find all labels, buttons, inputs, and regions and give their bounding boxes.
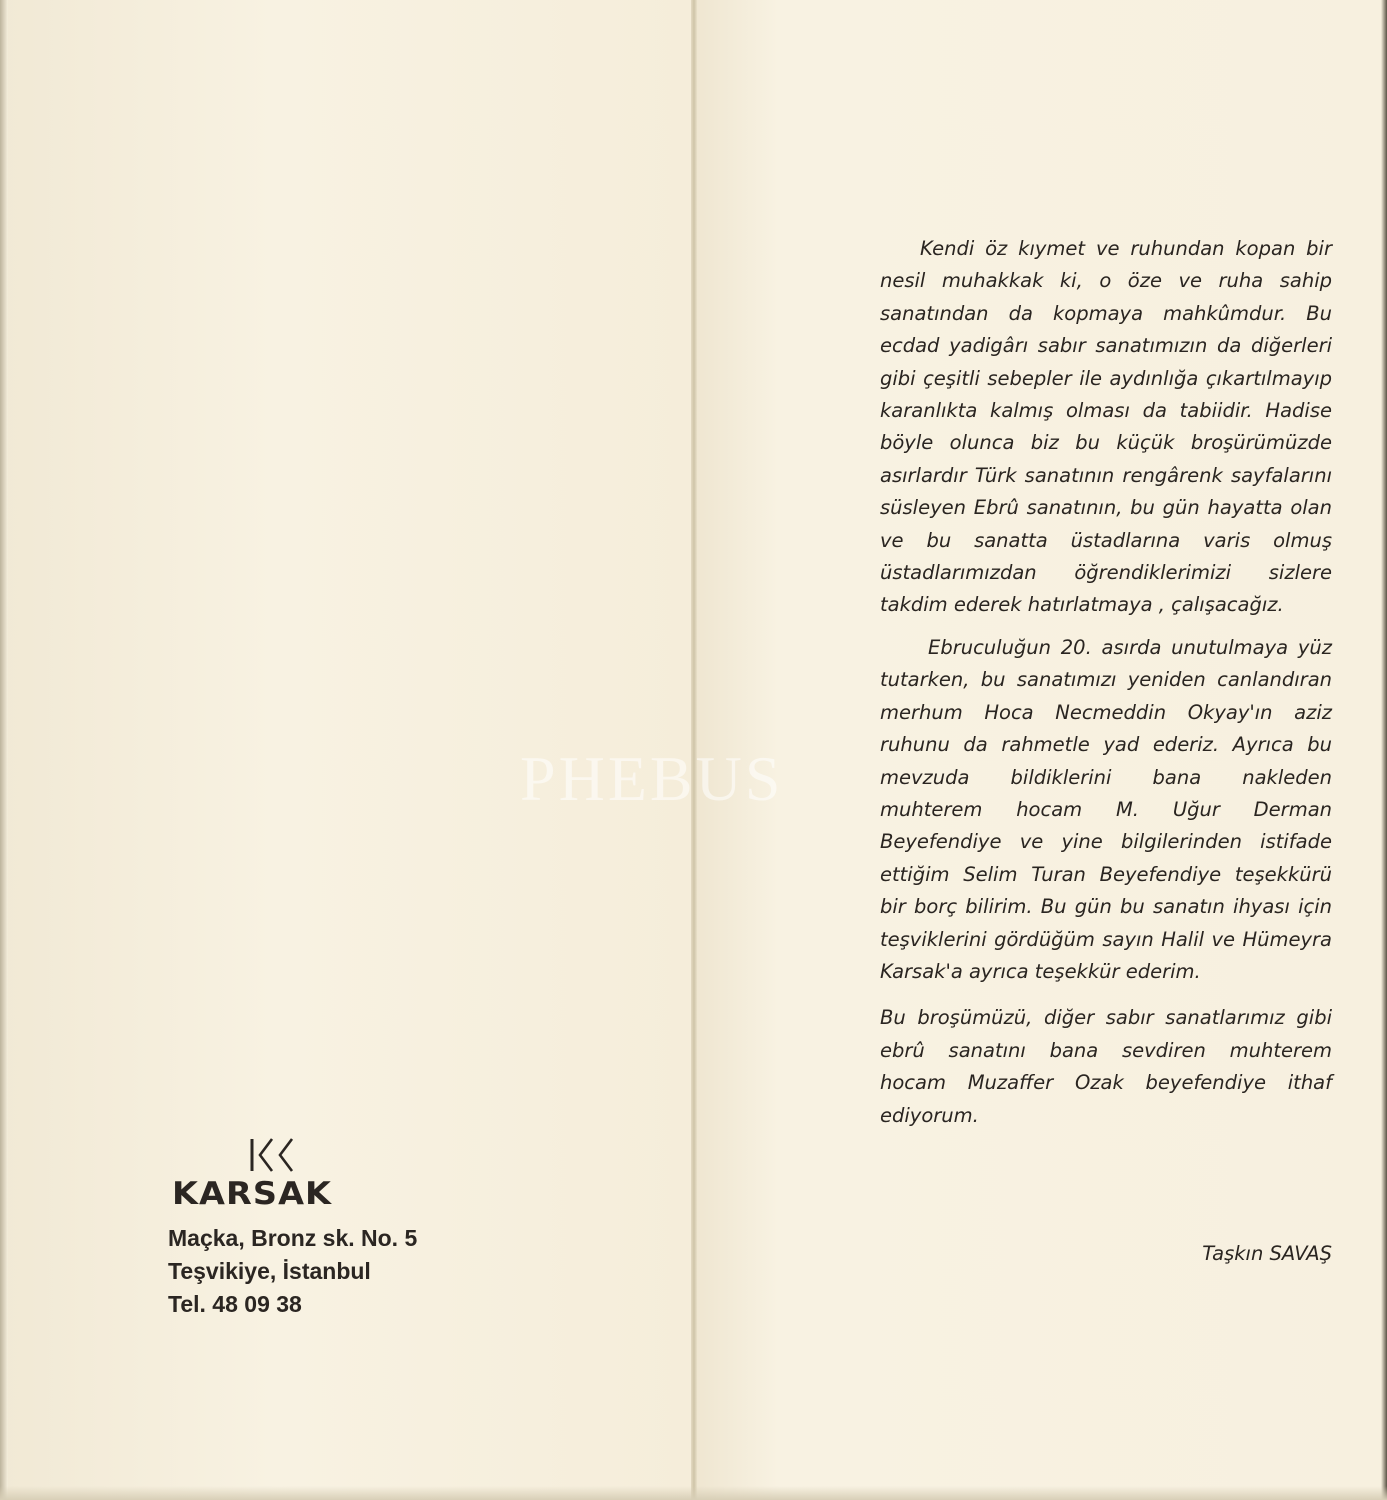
right-edge-shadow <box>1381 0 1387 1500</box>
paragraph-2: Ebruculuğun 20. asırda unutulmaya yüz tutarken, bu sanatımızı yeniden canlandıran merhum Hoca Necmeddin Okyay'ın aziz ruhunu da rahmetle yad ederiz. Ayrıca bu mevzuda bildiklerini bana nakleden muhterem hocam M. Uğur Derman Beyefendiye ve yine bilgilerinden istifade ettiğim Selim Turan Beyefendiye teşekkürü bir borç bilirim. Bu gün bu sanatın ihyası için teşviklerini gördüğüm sayın Halil ve Hümeyra Karsak'a ayrıca teşekkür ederim. <box>880 635 1332 983</box>
brand-name: KARSAK <box>172 1176 333 1212</box>
bottom-edge-shadow <box>0 1486 1387 1500</box>
address-line-district: Teşvikiye, İstanbul <box>168 1258 371 1284</box>
left-edge-shadow <box>0 0 8 1500</box>
watermark: PHEBUS <box>520 743 784 814</box>
address-block <box>168 1222 417 1321</box>
author-signature: Taşkın SAVAŞ <box>1202 1242 1332 1265</box>
address-line-street: Maçka, Bronz sk. No. 5 <box>168 1225 418 1251</box>
paragraph-1: Kendi öz kıymet ve ruhundan kopan bir nesil muhakkak ki, o öze ve ruha sahip sanatından da kopmaya mahkûmdur. Bu ecdad yadigârı sabır sanatımızın da diğerleri gibi çeşitli sebepler ile aydınlığa çıkartılmayıp karanlıkta kalmış olması da tabiidir. Hadise böyle olunca biz bu küçük broşürümüzde asırlardır Türk sanatının rengârenk sayfalarını süsleyen Ebrû sanatının, bu gün hayatta olan ve bu sanatta üstadlarına varis olmuş üstadlarımızdan öğrendiklerimizi sizlere takdim ederek hatırlatmaya , çalışacağız. <box>880 237 1332 617</box>
address-line-phone: Tel. 48 09 38 <box>168 1291 302 1317</box>
paragraph-3: Bu broşümüzü, diğer sabır sanatlarımız gibi ebrû sanatını bana sevdiren muhterem hocam Muzaffer Ozak beyefendiye ithaf ediyorum. <box>880 1006 1332 1127</box>
foreword-text <box>880 233 1332 1132</box>
karsak-logo-icon <box>248 1135 300 1175</box>
